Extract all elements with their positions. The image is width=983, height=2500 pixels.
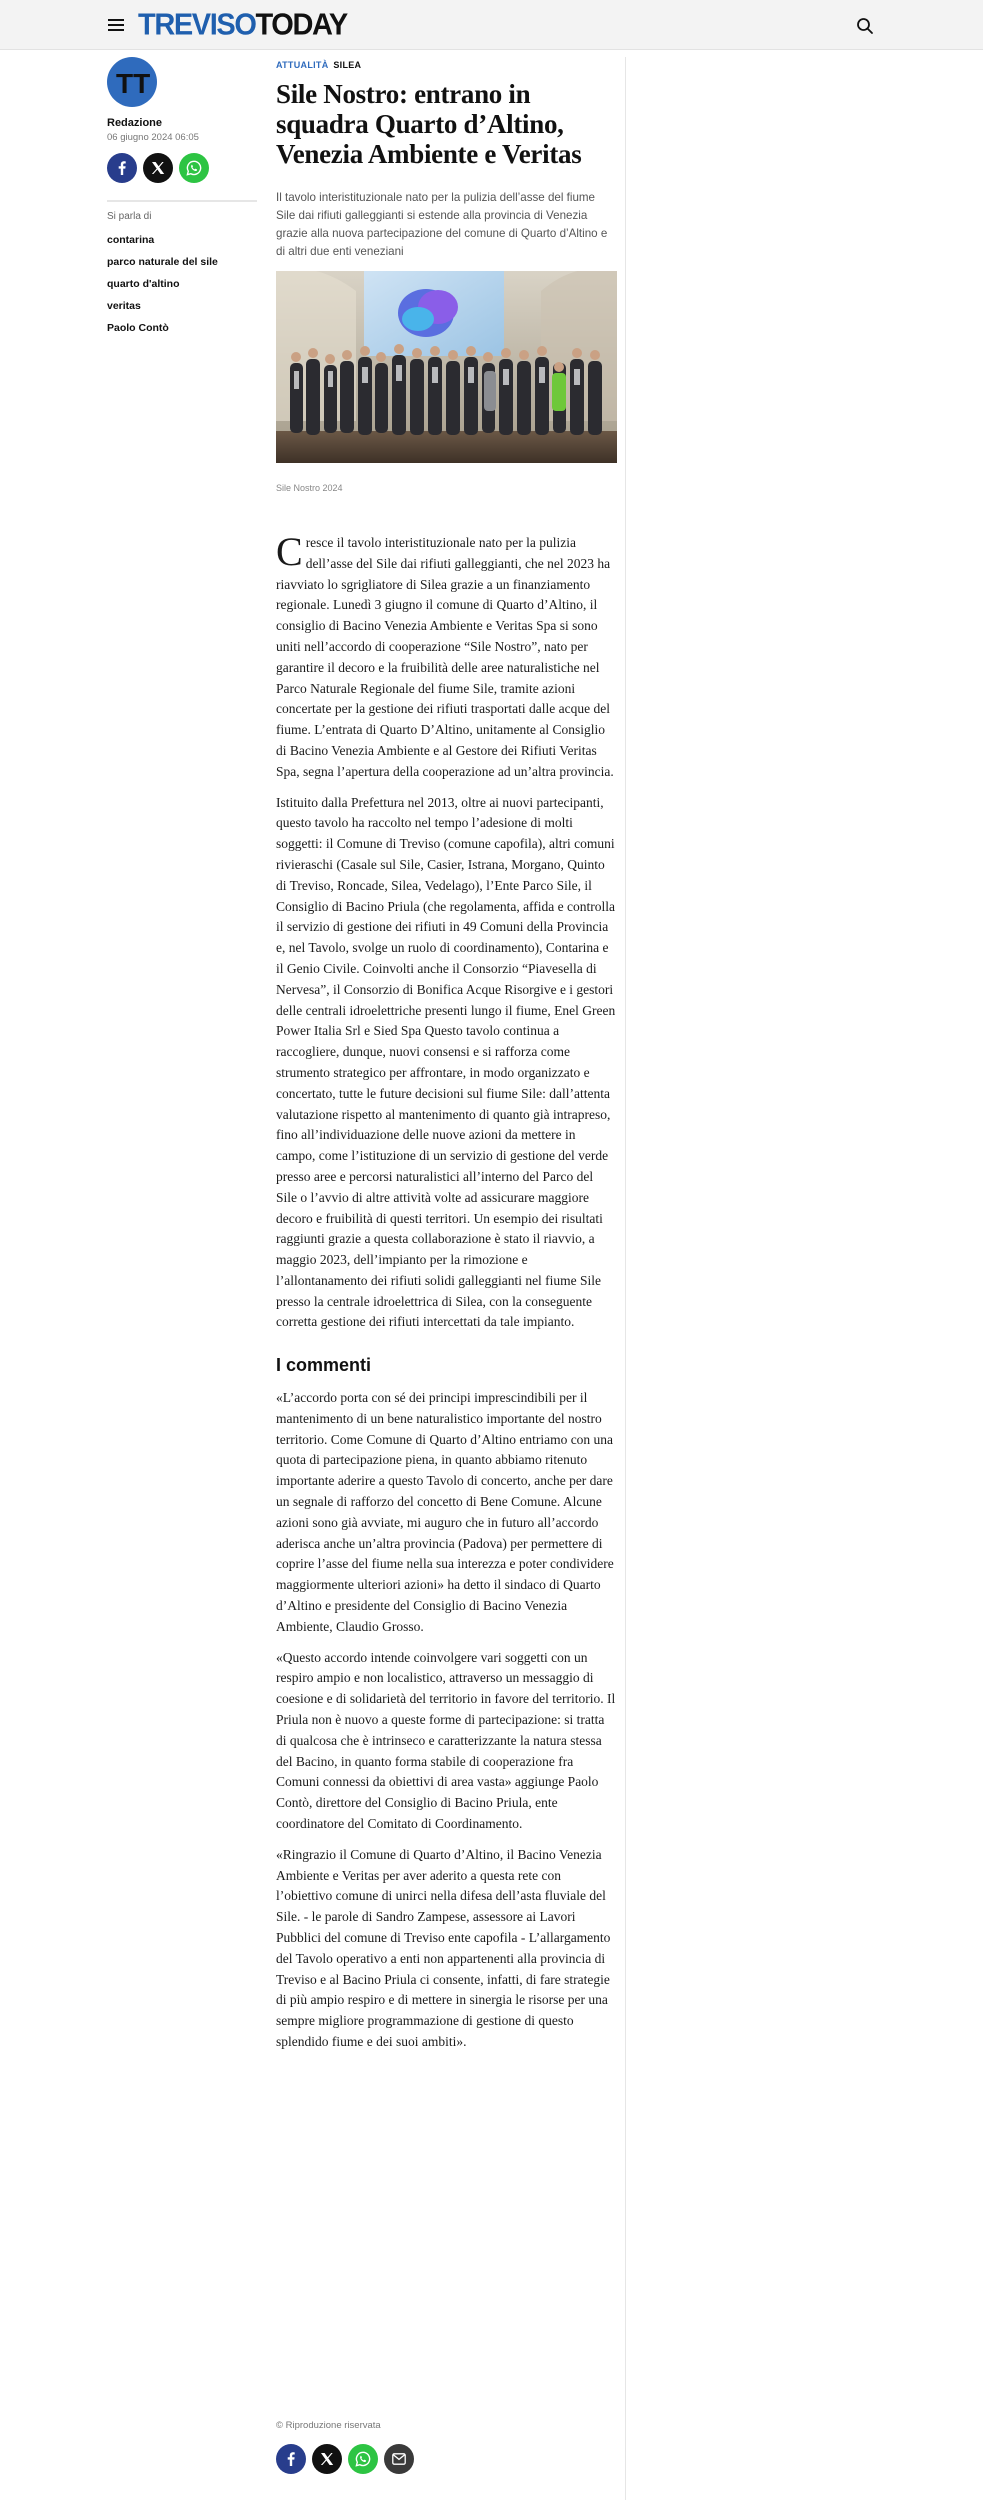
hamburger-menu-icon[interactable] [108,19,124,31]
whatsapp-share-button[interactable] [179,153,209,183]
facebook-share-button[interactable] [276,2444,306,2474]
logo-part-treviso: TREVISO [138,8,256,42]
author-name[interactable]: Redazione [107,117,163,129]
logo-part-today: TODAY [255,8,347,42]
tag-link-paolo-conto[interactable]: Paolo Contò [107,322,169,334]
article-body [276,529,616,2053]
facebook-share-button[interactable] [107,153,137,183]
article-summary: Il tavolo interistituzionale nato per la pulizia dell’asse del fiume Sile dai rifiuti galleggianti si estende alla provincia di Venezia grazie alla nuova partecipazione del comune di Quarto d’Altino e di altri due enti veneziani [276,191,608,258]
tags-title: Si parla di [107,211,152,222]
site-logo[interactable] [138,9,347,41]
tag-link-quarto-daltino[interactable]: quarto d'altino [107,278,180,290]
x-icon [151,161,165,175]
whatsapp-icon [355,2451,371,2467]
article-footer [276,2420,616,2474]
email-icon [392,2453,406,2465]
publish-date: 06 giugno 2024 06:05 [107,132,199,143]
avatar-text: TT [116,68,150,97]
article-photo[interactable] [276,271,617,463]
article-paragraph: Istituito dalla Prefettura nel 2013, oltre ai nuovi partecipanti, questo tavolo ha raccolto nel tempo l’adesione di molti soggetti: il Comune di Treviso (comune capofila), altri comuni rivieraschi (Casale sul Sile, Casier, Istrana, Morgano, Quinto di Treviso, Roncade, Silea, Vedelago), l’Ente Parco Sile, il Consiglio di Bacino Priula (che regolamenta, affida e controlla il servizio di gestione dei rifiuti in 49 Comuni della Provincia e, nel Tavolo, svolge un ruolo di coordinamento), Contarina e il Genio Civile. Coinvolti anche il Consorzio “Piavesella di Nervesa”, il Consorzio di Bonifica Acque Risorgive e i gestori delle centrali idroelettriche presenti lungo il fiume, Enel Green Power Italia Srl e Sied Spa Questo tavolo continua a raccogliere, dunque, nuovi consensi e si rafforza come strumento strategico per affrontare, in modo organizzato e concertato, tutte le future decisioni sul fiume Sile: dall’attenta valutazione rispetto al mantenimento di quanto già intrapreso, fino all’individuazione delle nuove azioni da mettere in campo, come l’istituzione di un servizio di gestione del verde presso aree e percorsi naturalistici all’interno del Parco del Sile o l’avvio di altre attività volte ad assicurare maggiore decoro e fruibilità di questi territori. Un esempio dei risultati raggiunti grazie a questa collaborazione è stato il riavvio, a maggio 2023, dell’impianto per la rimozione e l’allontanamento dei rifiuti solidi galleggianti nel fiume Sile presso la centrale idroelettrica di Silea, con la conseguente corretta gestione dei rifiuti intercettati da tale impianto. [276,794,616,1330]
whatsapp-icon [186,160,202,176]
x-share-button[interactable] [143,153,173,183]
author-avatar[interactable] [107,57,157,107]
x-icon [320,2452,334,2466]
comment-paragraph: «Ringrazio il Comune di Quarto d’Altino, il Bacino Venezia Ambiente e Veritas per aver aderito a questa rete con l’obiettivo comune di unirci nella difesa dell’asta fluviale del Sile. - le parole di Sandro Zampese, assessore ai Lavori Pubblici del comune di Treviso ente capofila - L’allargamento del Tavolo operativo a enti non appartenenti alla provincia di Treviso e al Bacino Priula ci consente, infatti, di fare strategie di più ampio respiro e di mettere in sinergia le risorse per una sempre migliore programmazione di gestione di questo splendido fiume e dei suoi ambiti». [276,1846,611,2049]
article-kicker [276,60,616,70]
facebook-icon [115,161,129,175]
author-sidebar [107,57,257,334]
comment-paragraph: «L’accordo porta con sé dei principi imprescindibili per il mantenimento di un bene naturalistico importante del nostro territorio. Come Comune di Quarto d’Altino entriamo con una quota di partecipazione piena, in quanto abbiamo ritenuto importante aderire a questo Tavolo di concerto, anche per dare un segnale di rafforzo del concetto di Bene Comune. Alcune azioni sono già avviate, mi auguro che in futuro all’accordo aderisca anche un’altra provincia (Padova) per permettere di coprire l’asse del fiume nella sua interezza e poter condividere maggiormente ulteriori azioni» ha detto il sindaco di Quarto d’Altino e presidente del Consiglio di Bacino Venezia Ambiente, Claudio Grosso. [276,1390,614,1634]
column-divider [625,57,626,2500]
photo-caption: Sile Nostro 2024 [276,483,343,493]
tag-link-contarina[interactable]: contarina [107,234,155,246]
tag-link-parco-naturale-del-sile[interactable]: parco naturale del sile [107,256,218,268]
copyright-note: © Riproduzione riservata [276,2420,381,2431]
article-title: Sile Nostro: entrano in squadra Quarto d’Altino, Venezia Ambiente e Veritas [276,79,582,169]
sidebar-divider [107,200,257,202]
tag-link-veritas[interactable]: veritas [107,300,141,312]
x-share-button[interactable] [312,2444,342,2474]
comment-paragraph: «Questo accordo intende coinvolgere vari soggetti con un respiro ampio e non localistico, attraverso un messaggio di coesione e di solidarietà del territorio in favore del territorio. Il Priula non è nuovo a queste forme di partecipazione: si tratta di qualcosa che è intrinseco e caratterizzante la natura stessa del Bacino, in quanto forma stabile di cooperazione fra Comuni connessi da obiettivi di area vasta» aggiunge Paolo Contò, direttore del Consiglio di Bacino Priula, ente coordinatore del Comitato di Coordinamento. [276,1649,616,1832]
share-buttons-bottom [276,2444,616,2474]
comments-heading: I commenti [276,1355,372,1376]
search-icon[interactable] [856,17,874,35]
share-buttons-top [107,153,257,183]
top-bar [0,0,983,50]
email-share-button[interactable] [384,2444,414,2474]
avatar-monogram [114,67,150,97]
article-paragraph: Cresce il tavolo interistituzionale nato per la pulizia dell’asse del Sile dai rifiuti galleggianti, che nel 2023 ha riavviato lo sgrigliatore di Silea grazie a un finanziamento regionale. Lunedì 3 giugno il comune di Quarto d’Altino, il consiglio di Bacino Venezia Ambiente e Veritas Spa si sono uniti nell’accordo di cooperazione “Sile Nostro”, nato per garantire il decoro e la fruibilità delle aree naturalistiche nel Parco Naturale Regionale del fiume Sile, tramite azioni concertate per la gestione dei rifiuti trasportati dalle acque del fiume. L’entrata di Quarto D’Altino, unitamente al Consiglio di Bacino Venezia Ambiente e al Gestore dei Rifiuti Veritas Spa, segna l’apertura della cooperazione ad un’altra provincia. [276,529,614,779]
category-link[interactable]: ATTUALITÀ [276,60,329,70]
facebook-icon [284,2452,298,2466]
whatsapp-share-button[interactable] [348,2444,378,2474]
place-link[interactable]: SILEA [333,60,362,70]
article-main [276,60,616,2063]
